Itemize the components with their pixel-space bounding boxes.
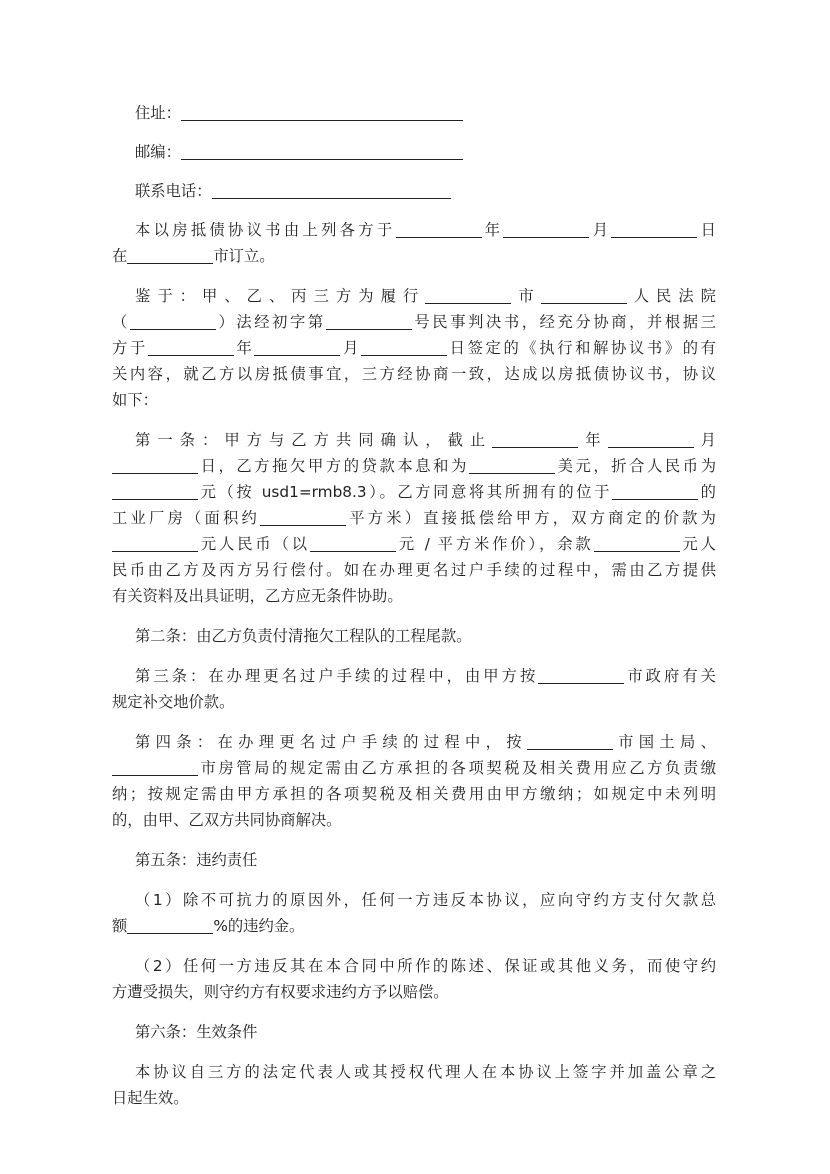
text-segment: 日起生效。: [112, 1089, 189, 1107]
fill-in-blank[interactable]: [361, 340, 447, 356]
text-line: [112, 453, 716, 479]
text-segment: 月: [589, 221, 612, 239]
fill-in-blank[interactable]: [254, 340, 340, 356]
fill-in-blank[interactable]: [612, 484, 698, 500]
text-line: [112, 479, 716, 505]
fill-in-blank[interactable]: [469, 458, 555, 474]
fill-in-blank[interactable]: [112, 760, 198, 776]
paragraph: [112, 1019, 716, 1045]
fill-in-blank[interactable]: [148, 340, 234, 356]
text-segment: 纳；按规定需由甲方承担的各项契税及相关费用由甲方缴纳；如规定中未列明: [112, 785, 716, 803]
text-segment: 市国土局、: [612, 733, 716, 751]
text-segment: 元人民币（以: [198, 535, 310, 553]
fill-in-blank[interactable]: [181, 105, 463, 121]
fill-in-blank[interactable]: [541, 288, 627, 304]
text-line: [112, 953, 716, 979]
text-segment: 元 / 平方米作价），余款: [395, 535, 594, 553]
text-segment: 的，由甲、乙双方共同协商解决。: [112, 811, 342, 829]
text-segment: 年: [578, 431, 608, 449]
fill-in-blank[interactable]: [112, 536, 198, 552]
text-line: [112, 1085, 716, 1111]
text-segment: 第一条：甲方与乙方共同确认，截止: [135, 431, 493, 449]
text-segment: 本以房抵债协议书由上列各方于: [135, 221, 396, 239]
paragraph: [112, 847, 716, 873]
contact-fields: [112, 100, 716, 217]
text-segment: 市政府有关: [624, 667, 716, 685]
text-segment: 第五条：违约责任: [135, 851, 258, 869]
text-segment: 市订立。: [213, 247, 275, 265]
text-line: [112, 243, 716, 269]
fill-in-blank[interactable]: [608, 432, 694, 448]
text-segment: 元人: [679, 535, 716, 553]
text-segment: 市: [511, 287, 541, 305]
text-line: [112, 583, 716, 609]
text-segment: 平方米）直接抵偿给甲方，双方商定的价款为: [346, 509, 716, 527]
text-segment: 第六条：生效条件: [135, 1023, 258, 1041]
text-segment: 本协议自三方的法定代表人或其授权代理人在本协议上签字并加盖公章之: [135, 1063, 716, 1081]
text-line: [112, 557, 716, 583]
fill-in-blank[interactable]: [527, 734, 613, 750]
text-segment: 鉴于：甲、乙、丙三方为履行: [135, 287, 426, 305]
text-line: [112, 755, 716, 781]
text-segment: 年: [481, 221, 504, 239]
text-segment: （1）除不可抗力的原因外，任何一方违反本协议，应向守约方支付欠款总: [135, 891, 716, 909]
fill-in-blank[interactable]: [260, 510, 346, 526]
text-segment: 人民法院: [626, 287, 716, 305]
text-line: [112, 663, 716, 689]
fill-in-blank[interactable]: [112, 484, 198, 500]
text-line: [112, 505, 716, 531]
text-segment: 日签定的《执行和解协议书》的有: [447, 339, 716, 357]
fill-in-blank[interactable]: [503, 222, 589, 238]
text-segment: 月: [693, 431, 716, 449]
text-segment: 关内容，就乙方以房抵债事宜，三方经协商一致，达成以房抵债协议书，协议: [112, 365, 716, 383]
text-line: [112, 979, 716, 1005]
text-segment: 日: [697, 221, 716, 239]
fill-in-blank[interactable]: [425, 288, 511, 304]
text-line: [112, 623, 716, 649]
text-segment: %的违约金。: [213, 917, 305, 935]
paragraph: [112, 887, 716, 939]
text-segment: 额: [112, 917, 128, 935]
text-line: [112, 729, 716, 755]
text-segment: 市房管局的规定需由乙方承担的各项契税及相关费用应乙方负责缴: [198, 759, 716, 777]
contact-field: [112, 100, 716, 139]
text-line: [112, 427, 716, 453]
field-label: 住址：: [135, 104, 181, 122]
fill-in-blank[interactable]: [310, 536, 396, 552]
text-line: [112, 309, 716, 335]
text-line: [112, 217, 716, 243]
text-segment: 日，乙方拖欠甲方的贷款本息和为: [198, 457, 469, 475]
fill-in-blank[interactable]: [127, 248, 213, 264]
text-segment: 在: [112, 247, 128, 265]
text-segment: 规定补交地价款。: [112, 693, 235, 711]
text-segment: ）法经初字第: [215, 313, 326, 331]
text-line: [112, 283, 716, 309]
fill-in-blank[interactable]: [112, 458, 198, 474]
text-line: [112, 781, 716, 807]
paragraph: [112, 729, 716, 833]
text-segment: 民币由乙方及丙方另行偿付。如在办理更名过户手续的过程中，需由乙方提供: [112, 561, 716, 579]
text-segment: 号民事判决书，经充分协商，并根据三: [411, 313, 716, 331]
text-line: [112, 335, 716, 361]
text-line: [112, 887, 716, 913]
agreement-document: [112, 100, 716, 1111]
text-segment: 第三条：在办理更名过户手续的过程中，由甲方按: [135, 667, 539, 685]
text-segment: 方遭受损失，则守约方有权要求违约方予以赔偿。: [112, 983, 449, 1001]
contact-field: [112, 139, 716, 178]
text-segment: 第四条：在办理更名过户手续的过程中，按: [135, 733, 527, 751]
text-segment: 第二条：由乙方负责付清拖欠工程队的工程尾款。: [135, 627, 472, 645]
paragraph: [112, 623, 716, 649]
fill-in-blank[interactable]: [130, 314, 216, 330]
paragraph: [112, 217, 716, 269]
text-segment: 元（按 usd1=rmb8.3）。乙方同意将其所拥有的位于: [198, 483, 613, 501]
fill-in-blank[interactable]: [611, 222, 697, 238]
agreement-body: [112, 217, 716, 1111]
text-segment: 的: [698, 483, 716, 501]
text-line: [112, 1019, 716, 1045]
text-line: [112, 1059, 716, 1085]
fill-in-blank[interactable]: [181, 144, 463, 160]
contact-field: [112, 178, 716, 217]
paragraph: [112, 283, 716, 413]
fill-in-blank[interactable]: [538, 668, 624, 684]
fill-in-blank[interactable]: [396, 222, 482, 238]
text-line: [112, 807, 716, 833]
fill-in-blank[interactable]: [326, 314, 412, 330]
field-label: 邮编：: [135, 143, 181, 161]
text-segment: 美元，折合人民币为: [554, 457, 716, 475]
paragraph: [112, 663, 716, 715]
paragraph: [112, 953, 716, 1005]
text-segment: （2）任何一方违反其在本合同中所作的陈述、保证或其他义务，而使守约: [135, 957, 716, 975]
text-line: [112, 361, 716, 387]
text-segment: 如下：: [112, 391, 158, 409]
fill-in-blank[interactable]: [492, 432, 578, 448]
text-line: [112, 387, 716, 413]
text-line: [112, 847, 716, 873]
paragraph: [112, 1059, 716, 1111]
text-line: [112, 689, 716, 715]
text-line: [112, 531, 716, 557]
fill-in-blank[interactable]: [212, 183, 451, 199]
fill-in-blank[interactable]: [127, 918, 213, 934]
text-segment: 方于: [112, 339, 148, 357]
text-line: [112, 913, 716, 939]
paragraph: [112, 427, 716, 609]
fill-in-blank[interactable]: [594, 536, 680, 552]
text-segment: （: [112, 313, 130, 331]
text-segment: 月: [340, 339, 362, 357]
text-segment: 年: [233, 339, 255, 357]
text-segment: 有关资料及出具证明，乙方应无条件协助。: [112, 587, 403, 605]
text-segment: 工业厂房（面积约: [112, 509, 260, 527]
field-label: 联系电话：: [135, 182, 212, 200]
